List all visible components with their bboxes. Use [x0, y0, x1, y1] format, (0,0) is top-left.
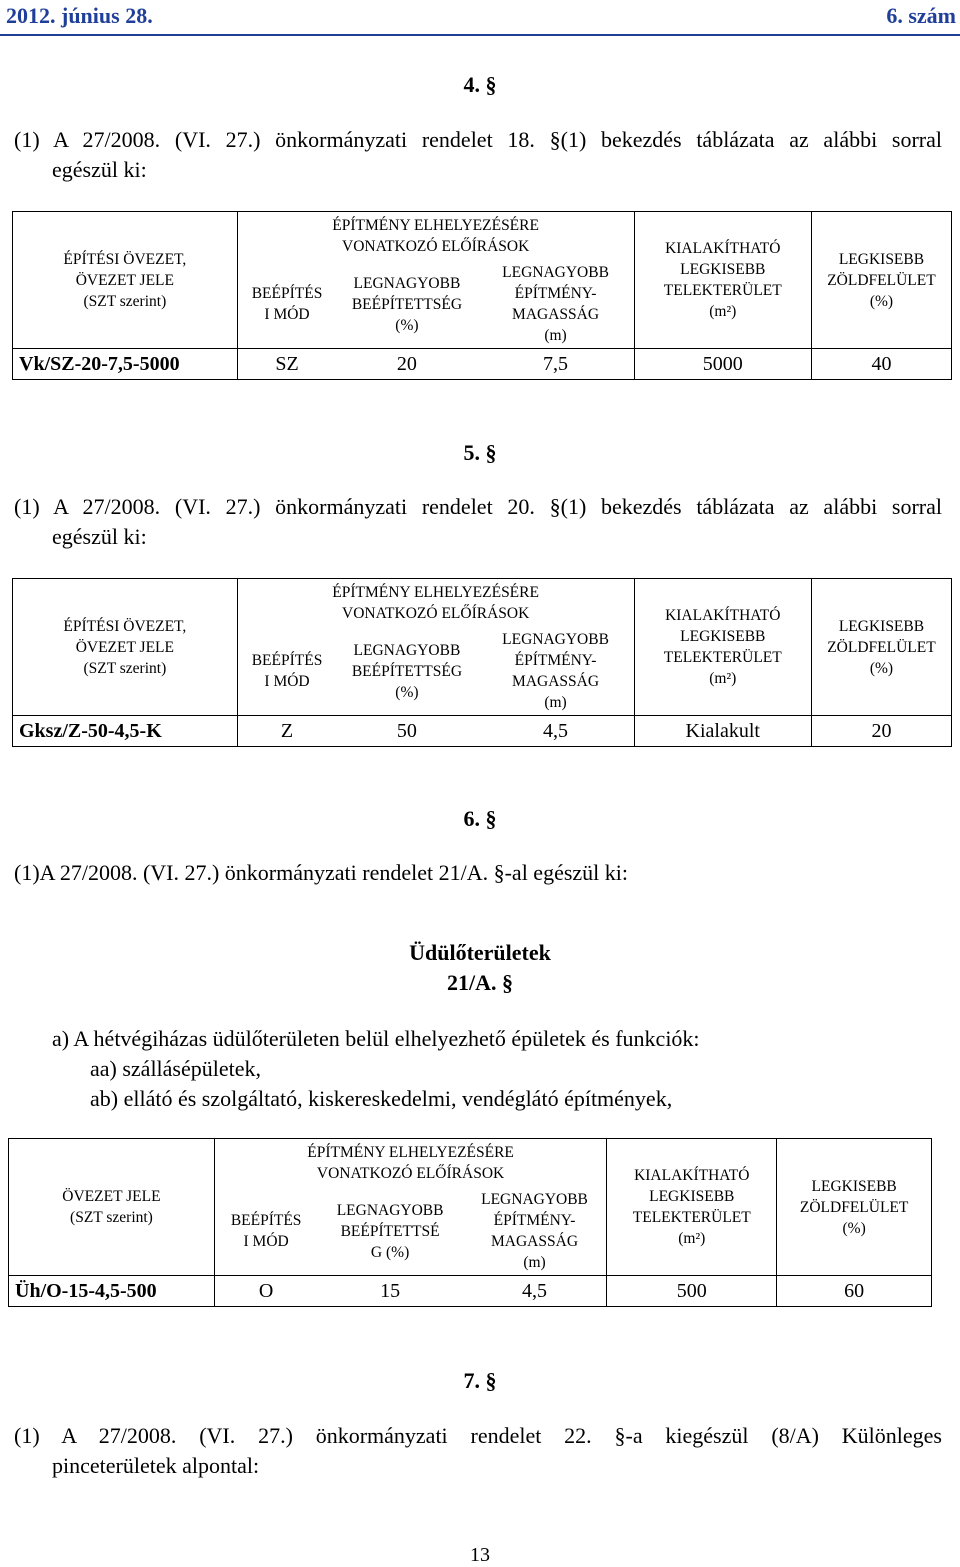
col-plot-header: KIALAKÍTHATÓ LEGKISEBB TELEKTERÜLET (m²) [634, 212, 811, 349]
group-header: ÉPÍTMÉNY ELHELYEZÉSÉRE VONATKOZÓ ELŐÍRÁSOK [237, 579, 634, 628]
section-6-number: 6. § [463, 806, 497, 831]
col-plot-header: KIALAKÍTHATÓ LEGKISEBB TELEKTERÜLET (m²) [607, 1139, 777, 1276]
col-coverage-header: LEGNAGYOBB BEÉPÍTETTSÉG (%) [336, 260, 477, 349]
section-6-title: Üdülőterületek [409, 940, 551, 965]
col-height-header: LEGNAGYOBB ÉPÍTMÉNY- MAGASSÁG (m) [477, 260, 634, 349]
section-6-subtitle: 21/A. § [447, 970, 513, 995]
col-coverage-header: LEGNAGYOBB BEÉPÍTETTSÉG (%) [336, 627, 477, 716]
col-plot-header: KIALAKÍTHATÓ LEGKISEBB TELEKTERÜLET (m²) [634, 579, 811, 716]
col-coverage-header: LEGNAGYOBB BEÉPÍTETTSÉ G (%) [317, 1187, 462, 1276]
section-7-text-cont: pinceterületek alpontal: [52, 1453, 260, 1478]
section-5-text-cont: egészül ki: [52, 524, 147, 549]
col-height-header: LEGNAGYOBB ÉPÍTMÉNY- MAGASSÁG (m) [463, 1187, 607, 1276]
col-green-header: LEGKISEBB ZÖLDFELÜLET (%) [811, 579, 951, 716]
section-4-table [12, 211, 952, 380]
issue-number: 6. szám [886, 3, 956, 28]
section-7-text: (1) A 27/2008. (VI. 27.) önkormányzati rendelet 22. §-a kiegészül (8/A) Különleges [14, 1423, 942, 1448]
section-5-number: 5. § [463, 440, 497, 465]
section-5-text: (1) A 27/2008. (VI. 27.) önkormányzati rendelet 20. §(1) bekezdés táblázata az alábbi sorral [14, 494, 942, 519]
section-7-number: 7. § [463, 1368, 497, 1393]
table-row: Vk/SZ-20-7,5-5000 SZ 20 7,5 5000 40 [13, 349, 952, 380]
col-building-header: BEÉPÍTÉS I MÓD [237, 260, 336, 349]
table-row: Üh/O-15-4,5-500 O 15 4,5 500 60 [9, 1276, 932, 1307]
zone-header: ÖVEZET JELE (SZT szerint) [9, 1139, 215, 1276]
section-6-item-aa: aa) szállásépületek, [90, 1056, 262, 1081]
group-header: ÉPÍTMÉNY ELHELYEZÉSÉRE VONATKOZÓ ELŐÍRÁSOK [237, 212, 634, 261]
page-header [0, 0, 960, 36]
section-6-text: (1)A 27/2008. (VI. 27.) önkormányzati rendelet 21/A. §-al egészül ki: [14, 860, 629, 885]
section-4-number: 4. § [463, 72, 497, 97]
section-5-table [12, 578, 952, 747]
group-header: ÉPÍTMÉNY ELHELYEZÉSÉRE VONATKOZÓ ELŐÍRÁSOK [214, 1139, 606, 1188]
section-4-text-cont: egészül ki: [52, 157, 147, 182]
section-4-text: (1) A 27/2008. (VI. 27.) önkormányzati rendelet 18. §(1) bekezdés táblázata az alábbi sorral [14, 127, 942, 152]
col-building-header: BEÉPÍTÉS I MÓD [237, 627, 336, 716]
col-building-header: BEÉPÍTÉS I MÓD [214, 1187, 317, 1276]
col-height-header: LEGNAGYOBB ÉPÍTMÉNY- MAGASSÁG (m) [477, 627, 634, 716]
issue-date: 2012. június 28. [6, 3, 153, 28]
page-number: 13 [470, 1544, 490, 1566]
header-rule [0, 34, 960, 36]
zone-header: ÉPÍTÉSI ÖVEZET, ÖVEZET JELE (SZT szerint) [13, 212, 238, 349]
section-6-item-ab: ab) ellátó és szolgáltató, kiskereskedelmi, vendéglátó építmények, [90, 1086, 673, 1111]
col-green-header: LEGKISEBB ZÖLDFELÜLET (%) [811, 212, 951, 349]
section-6-item-a: a) A hétvégiházas üdülőterületen belül elhelyezhető épületek és funkciók: [52, 1026, 700, 1051]
col-green-header: LEGKISEBB ZÖLDFELÜLET (%) [777, 1139, 932, 1276]
table-row: Gksz/Z-50-4,5-K Z 50 4,5 Kialakult 20 [13, 716, 952, 747]
section-6-table [8, 1138, 932, 1307]
zone-header: ÉPÍTÉSI ÖVEZET, ÖVEZET JELE (SZT szerint) [13, 579, 238, 716]
